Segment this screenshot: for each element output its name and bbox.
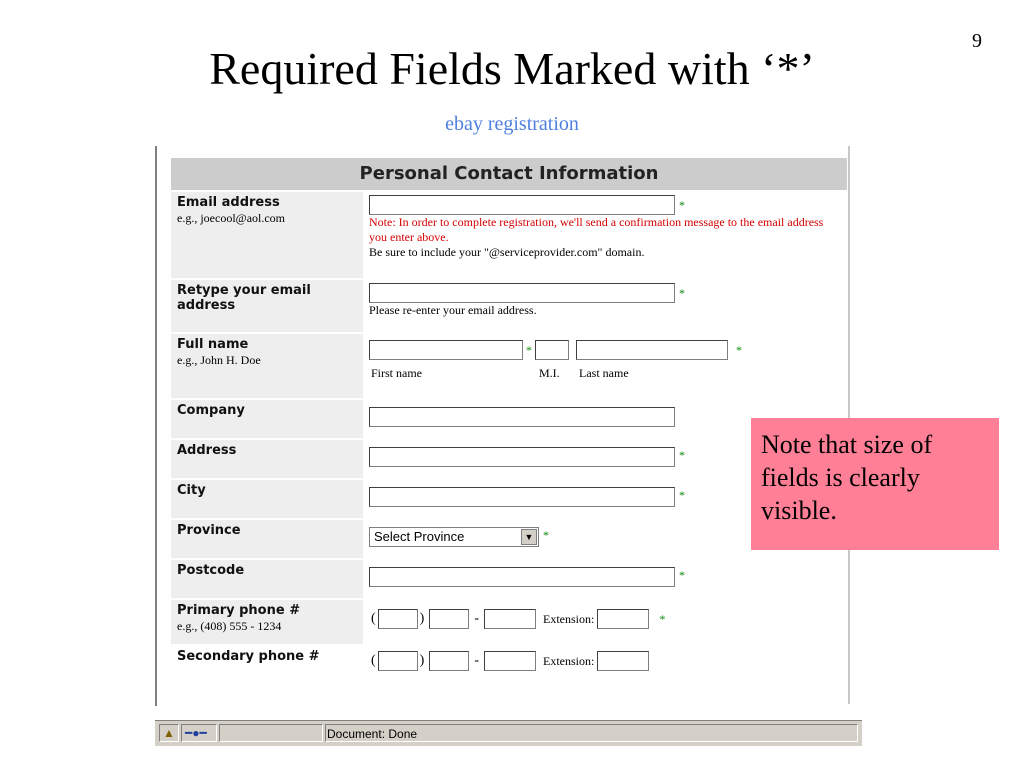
- postcode-input[interactable]: [369, 567, 675, 587]
- address-input[interactable]: [369, 447, 675, 467]
- province-label: Province: [177, 523, 241, 538]
- company-label-cell: [171, 400, 363, 438]
- email-field-cell: [365, 192, 847, 278]
- full-name-field-cell: [365, 334, 847, 398]
- retype-email-label-cell: [171, 280, 363, 332]
- primary-extension-label: Extension:: [543, 611, 595, 626]
- status-bar: [155, 720, 862, 746]
- callout-note: Note that size of fields is clearly visible.: [751, 418, 999, 550]
- city-label-cell: [171, 480, 363, 518]
- primary-phone-example: e.g., (408) 555 - 1234: [177, 619, 282, 633]
- primary-extension-input[interactable]: [597, 609, 649, 629]
- first-name-input[interactable]: [369, 340, 523, 360]
- retype-email-label: Retype your email address: [177, 283, 311, 313]
- email-input[interactable]: [369, 195, 675, 215]
- required-marker: *: [679, 285, 685, 300]
- primary-area-code-input[interactable]: [378, 609, 418, 629]
- viewport-left-border: [155, 146, 157, 706]
- secondary-phone-label: Secondary phone #: [177, 649, 320, 664]
- close-paren: ): [419, 653, 425, 668]
- close-paren: ): [419, 611, 425, 626]
- slide-number: 9: [972, 30, 982, 52]
- secondary-phone-field-cell: [365, 646, 847, 690]
- required-marker: *: [526, 342, 532, 357]
- company-input[interactable]: [369, 407, 675, 427]
- open-paren: (: [371, 611, 376, 626]
- full-name-label: Full name: [177, 337, 249, 352]
- province-select[interactable]: [369, 527, 539, 547]
- required-marker: *: [679, 487, 685, 502]
- secondary-extension-input[interactable]: [597, 651, 649, 671]
- lock-icon: ▲: [163, 726, 175, 740]
- dash: -: [474, 611, 480, 626]
- retype-email-hint: Please re-enter your email address.: [369, 303, 537, 317]
- province-label-cell: [171, 520, 363, 558]
- postcode-field-cell: [365, 560, 847, 598]
- full-name-label-cell: [171, 334, 363, 398]
- registration-form: [169, 156, 849, 692]
- dash: -: [474, 653, 480, 668]
- required-marker: *: [659, 611, 666, 626]
- email-hint: Be sure to include your "@serviceprovider.com" domain.: [369, 245, 645, 259]
- address-label-cell: [171, 440, 363, 478]
- postcode-label-cell: [171, 560, 363, 598]
- required-marker: *: [679, 447, 685, 462]
- primary-prefix-input[interactable]: [429, 609, 469, 629]
- primary-line-input[interactable]: [484, 609, 536, 629]
- email-label: Email address: [177, 195, 280, 210]
- status-text: Document: Done: [327, 727, 418, 741]
- full-name-example: e.g., John H. Doe: [177, 353, 261, 367]
- middle-initial-input[interactable]: [535, 340, 569, 360]
- secondary-extension-label: Extension:: [543, 653, 595, 668]
- slide-title: Required Fields Marked with ‘*’: [209, 43, 815, 94]
- slide-subtitle: ebay registration: [445, 113, 579, 135]
- postcode-label: Postcode: [177, 563, 245, 578]
- required-marker: *: [679, 197, 685, 212]
- secondary-phone-label-cell: [171, 646, 363, 690]
- retype-email-input[interactable]: [369, 283, 675, 303]
- email-example: e.g., joecool@aol.com: [177, 211, 286, 225]
- secondary-area-code-input[interactable]: [378, 651, 418, 671]
- dropdown-arrow-icon[interactable]: ▼: [521, 529, 537, 545]
- company-label: Company: [177, 403, 245, 418]
- primary-phone-label: Primary phone #: [177, 603, 301, 618]
- primary-phone-field-cell: [365, 600, 847, 644]
- connection-icon: ━●━: [185, 726, 207, 740]
- form-header: Personal Contact Information: [171, 158, 847, 190]
- last-name-caption: Last name: [579, 366, 629, 380]
- secondary-prefix-input[interactable]: [429, 651, 469, 671]
- middle-initial-caption: M.I.: [539, 366, 560, 380]
- last-name-input[interactable]: [576, 340, 728, 360]
- required-marker: *: [543, 527, 549, 542]
- email-label-cell: [171, 192, 363, 278]
- primary-phone-label-cell: [171, 600, 363, 644]
- city-label: City: [177, 483, 206, 498]
- open-paren: (: [371, 653, 376, 668]
- email-note: Note: In order to complete registration, we'll send a confirmation message to the email address you enter above.: [369, 215, 824, 244]
- province-selected: Select Province: [374, 529, 465, 544]
- address-label: Address: [177, 443, 237, 458]
- required-marker: *: [736, 342, 742, 357]
- city-input[interactable]: [369, 487, 675, 507]
- status-cell-progress: [219, 724, 323, 742]
- secondary-line-input[interactable]: [484, 651, 536, 671]
- required-marker: *: [679, 567, 685, 582]
- retype-email-field-cell: [365, 280, 847, 332]
- first-name-caption: First name: [371, 366, 422, 380]
